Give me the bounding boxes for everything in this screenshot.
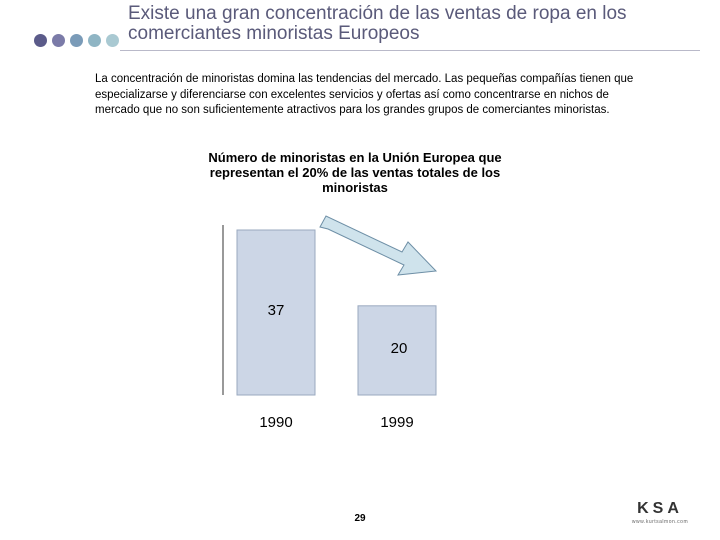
x-tick-label-1999: 1999: [380, 414, 414, 431]
data-label-1990: 37: [267, 302, 285, 319]
chart-title: Número de minoristas en la Unión Europea que representan el 20% de las ventas totales de los minoristas: [208, 150, 502, 195]
dot-3: [70, 34, 83, 47]
logo-subtext: www.kurtsalmon.com: [631, 519, 689, 525]
dot-2: [52, 34, 65, 47]
x-tick-label-1990: 1990: [259, 414, 293, 431]
trend-arrow: [320, 216, 436, 275]
dot-1: [34, 34, 47, 47]
ksa-logo: [625, 500, 695, 525]
logo-mark: KSA: [637, 500, 683, 517]
slide-title: Existe una gran concentración de las ventas de ropa en los comerciantes minoristas Europeos: [128, 3, 627, 44]
title-divider: [120, 50, 700, 51]
dot-5: [106, 34, 119, 47]
decorative-dots: [34, 34, 124, 48]
dot-4: [88, 34, 101, 47]
page-number: 29: [354, 513, 366, 524]
bar-chart: [220, 215, 460, 435]
data-label-1999: 20: [390, 339, 408, 357]
body-paragraph: La concentración de minoristas domina las tendencias del mercado. Las pequeñas compañías tienen que especializarse y diferenciarse con excelentes servicios y ofertas así como concentrarse en nichos de mercado que no son suficientemente atractivos para los grandes grupos de comerciantes minoristas.: [95, 73, 634, 116]
